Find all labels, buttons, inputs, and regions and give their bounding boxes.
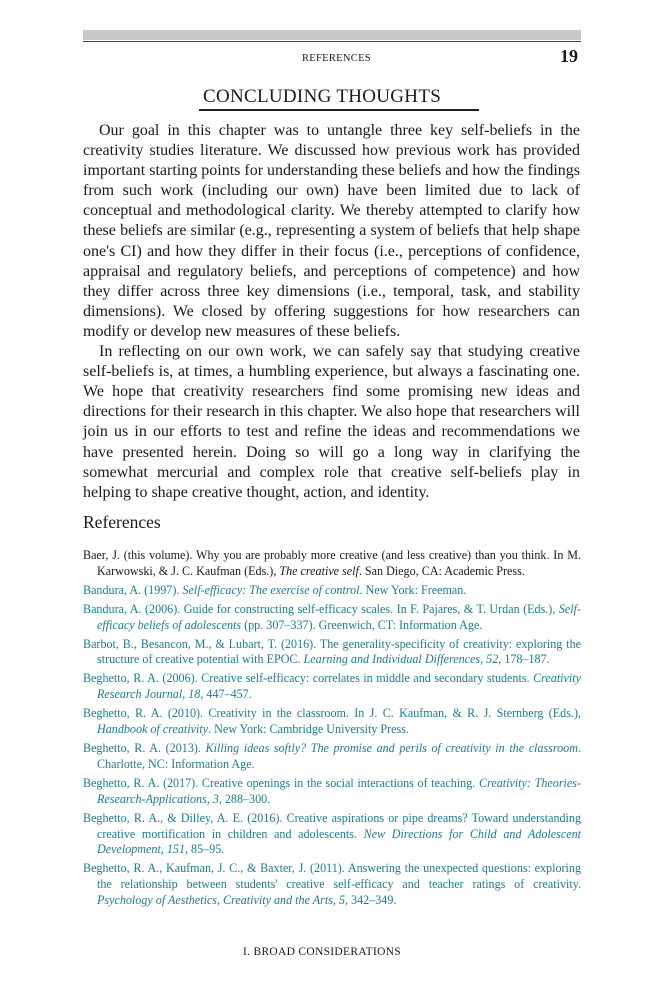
references-heading: References: [83, 512, 161, 532]
running-head: REFERENCES: [302, 53, 371, 64]
header-rule: [83, 41, 581, 42]
reference-item[interactable]: Beghetto, R. A., & Dilley, A. E. (2016). Creative aspirations or pipe dreams? Toward understanding creative mortification in children and adolescents. New Directions for Child and Adolescent Development, 151, 85–95.: [83, 810, 581, 857]
reference-item: Baer, J. (this volume). Why you are probably more creative (and less creative) than you think. In M. Karwowski, & J. C. Kaufman (Eds.), The creative self. San Diego, CA: Academic Press.: [83, 548, 581, 578]
reference-item[interactable]: Beghetto, R. A. (2013). Killing ideas softly? The promise and perils of creativity in the classroom. Charlotte, NC: Information Age.: [83, 740, 581, 771]
reference-item[interactable]: Beghetto, R. A., Kaufman, J. C., & Baxter, J. (2011). Answering the unexpected questions: exploring the relationship between students' creative self-efficacy and teacher ratings of creativity. Psychology of Aesthetics, Creativity and the Arts, 5, 342–349.: [83, 861, 581, 908]
reference-item[interactable]: Barbot, B., Besancon, M., & Lubart, T. (2016). The generality-specificity of creativity: exploring the structure of creative potential with EPOC. Learning and Individual Differences, 52, 178–187.: [83, 636, 581, 667]
reference-item[interactable]: Beghetto, R. A. (2017). Creative openings in the social interactions of teaching. Creativity: Theories-Research-Applications, 3, 288–300.: [83, 775, 581, 806]
reference-item[interactable]: Beghetto, R. A. (2010). Creativity in the classroom. In J. C. Kaufman, & R. J. Sternberg (Eds.), Handbook of creativity. New York: Cambridge University Press.: [83, 706, 581, 737]
reference-item[interactable]: Bandura, A. (2006). Guide for constructing self-efficacy scales. In F. Pajares, & T. Urdan (Eds.), Self-efficacy beliefs of adolescents (pp. 307–337). Greenwich, CT: Information Age.: [83, 601, 581, 632]
title-underline: [199, 109, 479, 111]
paragraph: In reflecting on our own work, we can safely say that studying creative self-beliefs is, at times, a humbling experience, but always a fascinating one. We hope that creativity researchers find some promising new ideas and directions for their research in this chapter. We also hope that researchers will join us in our efforts to test and refine the ideas and recommendations we have presented herein. Doing so will go a long way in clarifying the somewhat mercurial and complex role that creative self-beliefs play in helping to shape creative thought, action, and identity.: [83, 343, 580, 501]
paragraph: Our goal in this chapter was to untangle three key self-beliefs in the creativity studies literature. We discussed how previous work has provided important starting points for understanding these beliefs and how the findings from such work (including our own) have been limited due to lack of conceptual and methodological clarity. We thereby attempted to clarify how these beliefs are similar (e.g., representing a system of beliefs that help shape one's CI) and how they differ in their focus (i.e., perceptions of confidence, appraisal and regulatory beliefs, and perceptions of competence) and how they differ across three key dimensions (i.e., temporal, task, and stability dimensions). We closed by offering suggestions for how researchers can modify or develop new measures of these beliefs.: [83, 122, 580, 340]
body-text: [83, 121, 580, 503]
references-list: [83, 548, 581, 912]
header-bar: [83, 30, 581, 40]
page-footer: I. BROAD CONSIDERATIONS: [243, 946, 402, 958]
reference-item[interactable]: Beghetto, R. A. (2006). Creative self-efficacy: correlates in middle and secondary students. Creativity Research Journal, 18, 447–457.: [83, 671, 581, 702]
section-title: CONCLUDING THOUGHTS: [203, 86, 442, 107]
reference-item[interactable]: Bandura, A. (1997). Self-efficacy: The exercise of control. New York: Freeman.: [83, 582, 467, 597]
page-number: 19: [560, 46, 578, 66]
